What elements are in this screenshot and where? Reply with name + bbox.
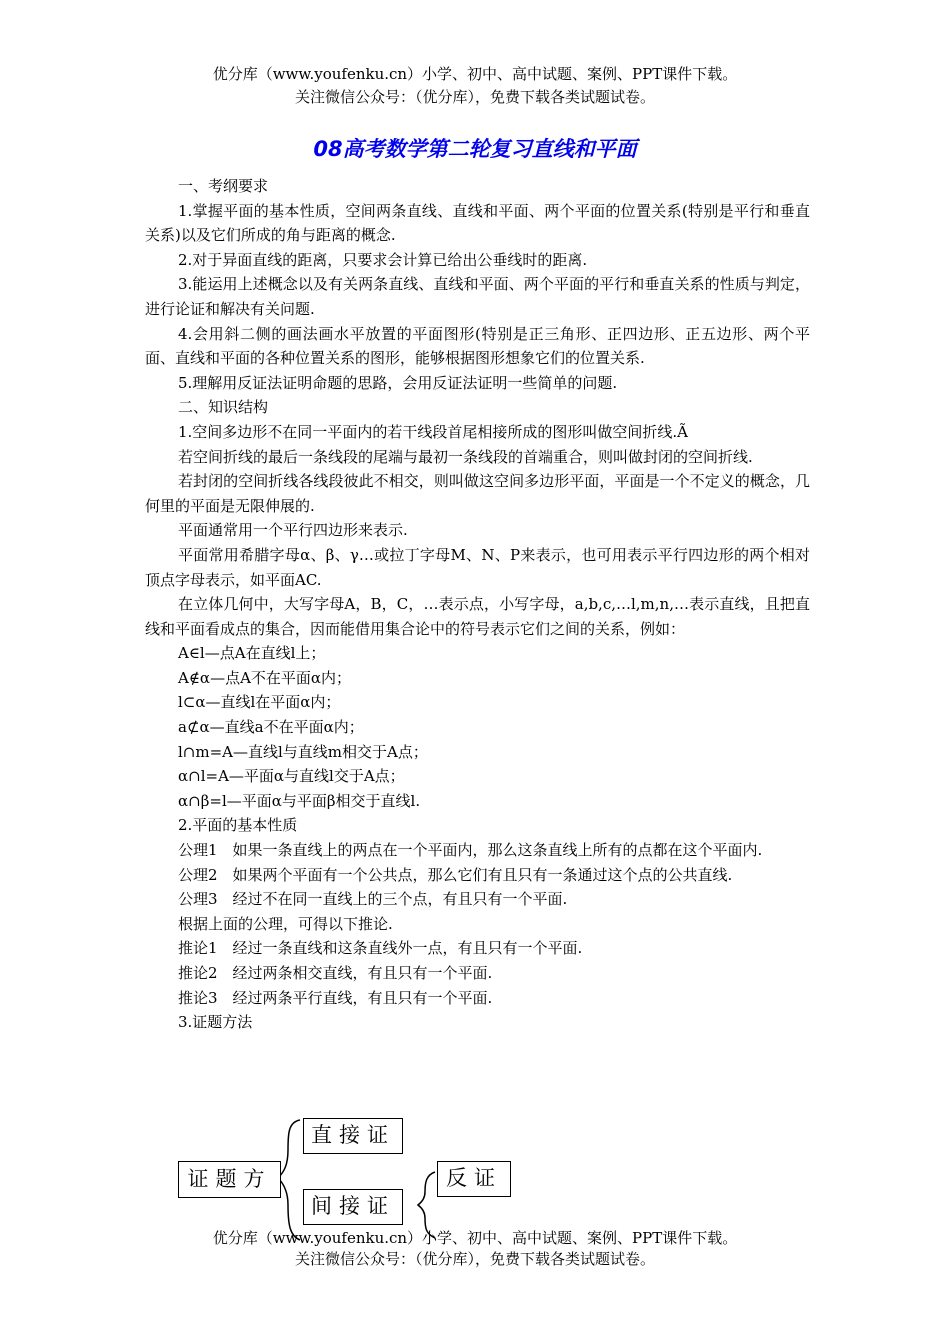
list-item: 2.对于异面直线的距离，只要求会计算已给出公垂线时的距离. <box>178 250 588 269</box>
paragraph: 1.空间多边形不在同一平面内的若干线段首尾相接所成的图形叫做空间折线.Ã <box>178 422 688 441</box>
paragraph: 若封闭的空间折线各线段彼此不相交，则叫做这空间多边形平面，平面是一个不定义的概念，几何里的平面是无限伸展的. <box>145 472 810 515</box>
paragraph: 平面常用希腊字母α、β、γ…或拉丁字母M、N、P来表示，也可用表示平行四边形的两个相对顶点字母表示，如平面AC. <box>145 545 810 589</box>
diagram-box-root: 证题方 <box>178 1161 281 1198</box>
paragraph: 平面通常用一个平行四边形来表示. <box>178 521 408 540</box>
symbol-line: A∈l—点A在直线l上； <box>178 644 326 663</box>
section-heading: 二、知识结构 <box>178 398 269 417</box>
list-item: 4.会用斜二侧的画法画水平放置的平面图形(特别是正三角形、正四边形、正五边形、两个平面、直线和平面的各种位置关系的图形，能够根据图形想象它们的位置关系. <box>145 324 810 368</box>
list-item: 5.理解用反证法证明命题的思路，会用反证法证明一些简单的问题. <box>178 373 618 392</box>
diagram-box-direct: 直接证 <box>303 1118 403 1154</box>
footer-line-2: 关注微信公众号：（优分库），免费下载各类试题试卷。 <box>294 1250 655 1268</box>
list-item: 3.能运用上述概念以及有关两条直线、直线和平面、两个平面的平行和垂直关系的性质与判定，进行论证和解决有关问题. <box>145 275 810 318</box>
footer-line-1: 优分库（www.youfenku.cn）小学、初中、高中试题、案例、PPT课件下载。 <box>212 1229 738 1247</box>
page-title: 08高考数学第二轮复习直线和平面 <box>313 137 637 161</box>
axiom: 公理1 如果一条直线上的两点在一个平面内，那么这条直线上所有的点都在这个平面内. <box>178 841 763 860</box>
section-heading: 一、考纲要求 <box>178 177 269 195</box>
header-line-2: 关注微信公众号：（优分库），免费下载各类试题试卷。 <box>294 88 655 106</box>
list-item: 1.掌握平面的基本性质，空间两条直线、直线和平面、两个平面的位置关系(特别是平行和垂直关系)以及它们所成的角与距离的概念. <box>145 201 810 245</box>
corollary: 推论3 经过两条平行直线，有且只有一个平面. <box>178 988 493 1007</box>
corollary: 推论1 经过一条直线和这条直线外一点，有且只有一个平面. <box>178 939 583 958</box>
corollary: 推论2 经过两条相交直线，有且只有一个平面. <box>178 964 493 982</box>
axiom: 根据上面的公理，可得以下推论. <box>178 914 393 933</box>
paragraph: 若空间折线的最后一条线段的尾端与最初一条线段的首端重合，则叫做封闭的空间折线. <box>178 447 753 466</box>
symbol-line: l⊂α—直线l在平面α内； <box>178 693 341 712</box>
paragraph: 在立体几何中，大写字母A，B，C，…表示点，小写字母，a,b,c,…l,m,n,…表示直线，且把直线和平面看成点的集合，因而能借用集合论中的符号表示它们之间的关系，例如： <box>145 595 810 638</box>
axiom: 公理2 如果两个平面有一个公共点，那么它们有且只有一条通过这个点的公共直线. <box>178 865 733 884</box>
symbol-line: l∩m=A—直线l与直线m相交于A点； <box>178 742 428 761</box>
header-line-1: 优分库（www.youfenku.cn）小学、初中、高中试题、案例、PPT课件下载。 <box>212 65 738 83</box>
diagram-box-contradiction: 反证 <box>437 1161 511 1197</box>
brace-left <box>278 1120 300 1240</box>
section-heading: 3.证题方法 <box>178 1013 253 1032</box>
symbol-line: a⊄α—直线a不在平面α内； <box>178 718 364 737</box>
symbol-line: α∩l=A—平面α与直线l交于A点； <box>178 767 405 786</box>
section-heading: 2.平面的基本性质 <box>178 816 298 835</box>
diagram-box-indirect: 间接证 <box>303 1189 403 1225</box>
axiom: 公理3 经过不在同一直线上的三个点，有且只有一个平面. <box>178 890 568 909</box>
symbol-line: α∩β=l—平面α与平面β相交于直线l. <box>178 791 421 810</box>
symbol-line: A∉α—点A不在平面α内； <box>178 668 352 687</box>
